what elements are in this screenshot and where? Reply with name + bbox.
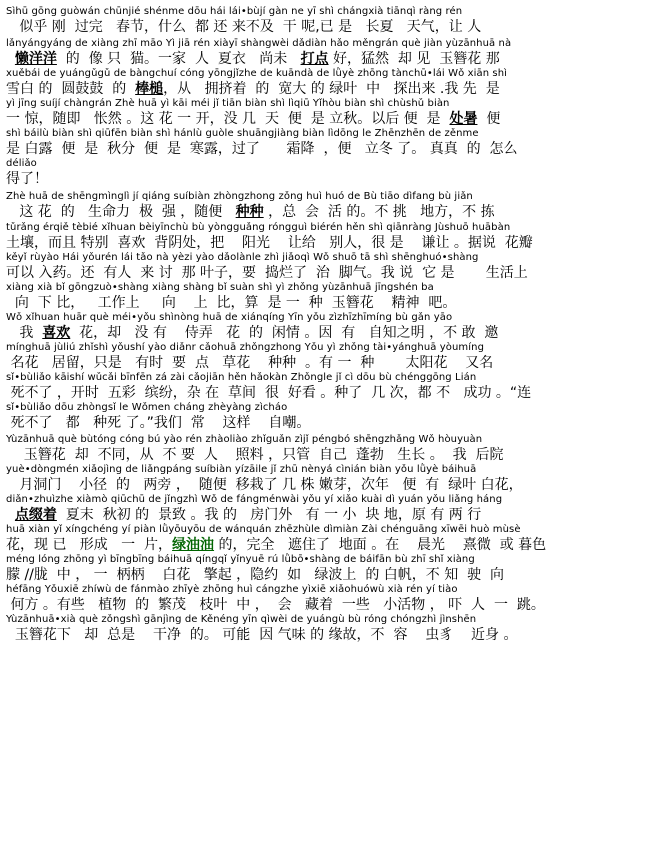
highlighted-word: 棒槌	[135, 81, 164, 97]
hanzi-line	[6, 108, 500, 128]
hanzi-segment: 一 惊，随即 怅然 。这 花 一 开，没 几 天 便 是 立秋。以后 便 是	[6, 111, 450, 127]
pinyin-line: lǎnyángyáng de xiàng zhī māo Yì jiā rén xiàyī shàngwèi dǎdiàn hǎo měngrán què jiàn yùzānhuā nà	[6, 38, 512, 49]
hanzi-line	[6, 624, 518, 644]
pinyin-line: xuěbái de yuángǔgǔ de bàngchuí cóng yōngjǐzhe de kuāndà de lǜyè zhōng tànchū•lái Wǒ xiān shì	[6, 68, 508, 79]
text-line	[0, 372, 652, 402]
hanzi-line	[6, 322, 498, 342]
highlighted-word: 绿油油	[172, 537, 215, 553]
text-line	[0, 282, 652, 312]
text-line	[0, 464, 652, 494]
pinyin-line: kěyǐ rùyào Hái yǒurén lái tǎo nà yèzi yào dǎolànle zhì jiǎoqì Wǒ shuō tā shì shēnghuó•shàng	[6, 252, 479, 263]
text-line	[0, 554, 652, 584]
highlighted-word: 懒洋洋	[14, 51, 57, 67]
highlighted-word: 打点	[300, 51, 329, 67]
hanzi-segment: ，总 会 活 的。不 挑 地方，不 拣	[263, 204, 495, 220]
hanzi-line	[6, 474, 523, 494]
hanzi-segment: 似乎 刚 过完 春节，什么 都 还 来不及 干 呢,已 是 长夏 天气，让 人	[6, 19, 482, 35]
pinyin-line: sǐ•bùliǎo kāishí wǔcǎi bīnfēn zá zài cǎojiān hěn hǎokàn Zhǒngle jǐ cì dōu bù chénggōng Lián	[6, 372, 477, 383]
pinyin-line: Zhè huā de shēngmìnglì jí qiáng suíbiàn zhòngzhong zǒng huì huó de Bù tiāo dìfang bù jiǎn	[6, 191, 473, 202]
text-line	[0, 402, 652, 432]
pinyin-line: diǎn•zhuìzhe xiàmò qiūchū de jǐngzhì Wǒ de fángménwài yǒu yí xiǎo kuài dì yuán yǒu liǎng háng	[6, 494, 503, 505]
pinyin-line: Yùzānhuā què bùtóng cóng bú yào rén zhàoliào zhǐguǎn zìjǐ péngbó shēngzhǎng Wǒ hòuyuàn	[6, 434, 483, 445]
hanzi-line	[6, 382, 531, 402]
hanzi-segment: 死不了 ，开时 五彩 缤纷，杂 在 草间 很 好看 。种了 几 次，都 不 成功 。“连	[6, 385, 532, 401]
highlighted-word: 点缀着	[14, 507, 57, 523]
pinyin-line: huā xiàn yǐ xíngchéng yí piàn lǜyōuyōu de wánquán zhēzhùle dìmiàn Zài chénguāng xīwēi huò mùsè	[6, 524, 521, 535]
hanzi-segment: 名花 居留，只是 有时 要 点 草花 种种 。有 一 种 太阳花 又名	[6, 355, 494, 371]
highlighted-word: 种种	[235, 204, 264, 220]
hanzi-line	[6, 232, 533, 252]
hanzi-line	[6, 168, 48, 188]
pinyin-line: déliǎo	[6, 158, 37, 169]
hanzi-segment: 的，完全 遮住了 地面 。在 晨光 熹微 或 暮色	[214, 537, 547, 553]
text-line	[0, 6, 652, 36]
text-line	[0, 584, 652, 614]
pinyin-line: sǐ•bùliǎo dōu zhòngsǐ le Wǒmen cháng zhèyàng zìcháo	[6, 402, 288, 413]
highlighted-word: 处暑	[449, 111, 478, 127]
hanzi-line	[6, 534, 546, 554]
hanzi-line	[6, 412, 310, 432]
text-line	[0, 98, 652, 128]
hanzi-line	[6, 48, 500, 68]
pinyin-line: Yùzānhuā•xià què zǒngshì gānjìng de Kěnéng yīn qìwèi de yuángù bù róng chóngzhì jìnshēn	[6, 614, 477, 625]
hanzi-segment: 可以 入药。还 有人 来 讨 那 叶子，要 捣烂了 治 脚气。我 说 它 是 生活上	[6, 265, 528, 281]
text-line	[0, 191, 652, 221]
hanzi-line	[6, 292, 456, 312]
hanzi-segment: 这 花 的 生命力 极 强 ，随便	[6, 204, 236, 220]
hanzi-segment: 朦 //胧 中 ， 一 柄柄 白花 擎起 ，隐约 如 绿波上 的 白帆，不 知 驶 向	[6, 567, 505, 583]
hanzi-line	[6, 352, 493, 372]
pinyin-line: mínghuā jùliú zhǐshì yǒushí yào diǎnr cǎohuā zhǒngzhong Yǒu yì zhǒng tài•yánghuā yòumíng	[6, 342, 485, 353]
hanzi-segment: 夏末 秋初 的 景致 。我 的 房门外 有 一 小 块 地，原 有 两 行	[56, 507, 482, 523]
text-line	[0, 252, 652, 282]
hanzi-segment: ，从 拥挤着 的 宽大 的 绿叶 中 探出来 .我 先 是	[163, 81, 500, 97]
hanzi-line	[6, 16, 481, 36]
pinyin-line: xiàng xià bǐ gōngzuò•shàng xiàng shàng bǐ suàn shì yì zhǒng yùzānhuā jīngshén ba	[6, 282, 434, 293]
pinyin-line: Sìhū gōng guòwán chūnjié shénme dōu hái lái•bùjí gàn ne yī shì chángxià tiānqì ràng rén	[6, 6, 463, 17]
hanzi-segment: 是 白露 便 是 秋分 便 是 寒露，过了 霜降 ，便 立冬 了。 真真 的 怎么	[6, 141, 518, 157]
text-line	[0, 312, 652, 342]
hanzi-segment: 向 下 比， 工作上 向 上 比，算 是 一 种 玉簪花 精神 吧。	[6, 295, 457, 311]
pinyin-line: héfāng Yǒuxiē zhíwù de fánmào zhīyè zhōng huì cángzhe yìxiē xiǎohuówù xià rén yí tiào	[6, 584, 458, 595]
hanzi-segment: 花，却 没 有 侍弄 花 的 闲情 。因 有 自知之明 ，不 敢 邀	[70, 325, 499, 341]
hanzi-segment: 玉簪花 却 不同，从 不 要 人 照料 ，只管 自己 蓬勃 生长 。 我 后院	[6, 447, 504, 463]
pinyin-line: yuè•dòngmén xiǎojìng de liǎngpáng suíbiàn yízāile jǐ zhū nènyá cìnián biàn yǒu lǜyè báihuā	[6, 464, 477, 475]
hanzi-line	[6, 201, 495, 221]
hanzi-segment: 雪白 的 圆鼓鼓 的	[6, 81, 136, 97]
hanzi-segment	[6, 507, 15, 523]
pinyin-line: méng lóng zhōng yì bīngbīng báihuā qíngqǐ yǐnyuē rú lǜbō•shàng de báifān bù zhī shǐ xiàng	[6, 554, 475, 565]
text-line	[0, 434, 652, 464]
pinyin-line: tǔrǎng érqiě tèbié xǐhuan bèiyīnchù bù yòngguǎng róngguì biérén hěn shì qiānràng Jùshuō huābàn	[6, 222, 511, 233]
text-line	[0, 158, 652, 188]
text-line	[0, 222, 652, 252]
hanzi-line	[6, 564, 504, 584]
hanzi-line	[6, 594, 545, 614]
hanzi-segment: 何方 。有些 植物 的 繁茂 枝叶 中 ， 会 藏着 一些 小活物 ， 吓 人 一 跳。	[6, 597, 545, 613]
hanzi-line	[6, 504, 481, 524]
text-line	[0, 68, 652, 98]
pinyin-line: shì báilù biàn shì qiūfēn biàn shì hánlù guòle shuāngjiàng biàn lìdōng le Zhēnzhēn de zěnme	[6, 128, 479, 139]
hanzi-segment: 死不了 都 种死 了。”我们 常 这样 自嘲。	[6, 415, 311, 431]
hanzi-segment: 便	[477, 111, 501, 127]
hanzi-line	[6, 138, 518, 158]
text-line	[0, 128, 652, 158]
highlighted-word: 喜欢	[42, 325, 71, 341]
hanzi-segment: 玉簪花下 却 总是 干净 的。 可能 因 气味 的 缘故，不 容 虫豸 近身 。	[6, 627, 518, 643]
text-line	[0, 342, 652, 372]
hanzi-segment: 我	[6, 325, 43, 341]
hanzi-line	[6, 444, 504, 464]
hanzi-segment: 花，现 已 形成 一 片，	[6, 537, 173, 553]
hanzi-segment: 好，猛然 却 见 玉簪花 那	[328, 51, 500, 67]
hanzi-segment: 土壤，而且 特别 喜欢 背阴处，把 阳光 让给 别人，很 是 谦让 。据说 花瓣	[6, 235, 533, 251]
hanzi-line	[6, 78, 500, 98]
hanzi-segment: 得了！	[6, 171, 48, 187]
hanzi-line	[6, 262, 528, 282]
hanzi-segment: 月洞门 小径 的 两旁 ， 随便 移栽了 几 株 嫩芽，次年 便 有 绿叶 白花，	[6, 477, 523, 493]
text-line	[0, 524, 652, 554]
text-line	[0, 38, 652, 68]
pinyin-line: yì jīng suíjí chàngrán Zhè huā yì kāi méi jǐ tiān biàn shì lìqiū Yǐhòu biàn shì chùshǔ biàn	[6, 98, 450, 109]
hanzi-segment: 的 像 只 猫。一家 人 夏衣 尚未	[56, 51, 301, 67]
hanzi-segment	[6, 51, 15, 67]
text-line	[0, 494, 652, 524]
pinyin-line: Wǒ xǐhuan huār què méi•yǒu shìnòng huā de xiánqíng Yīn yǒu zìzhīzhīmíng bù gǎn yāo	[6, 312, 453, 323]
text-line	[0, 614, 652, 644]
